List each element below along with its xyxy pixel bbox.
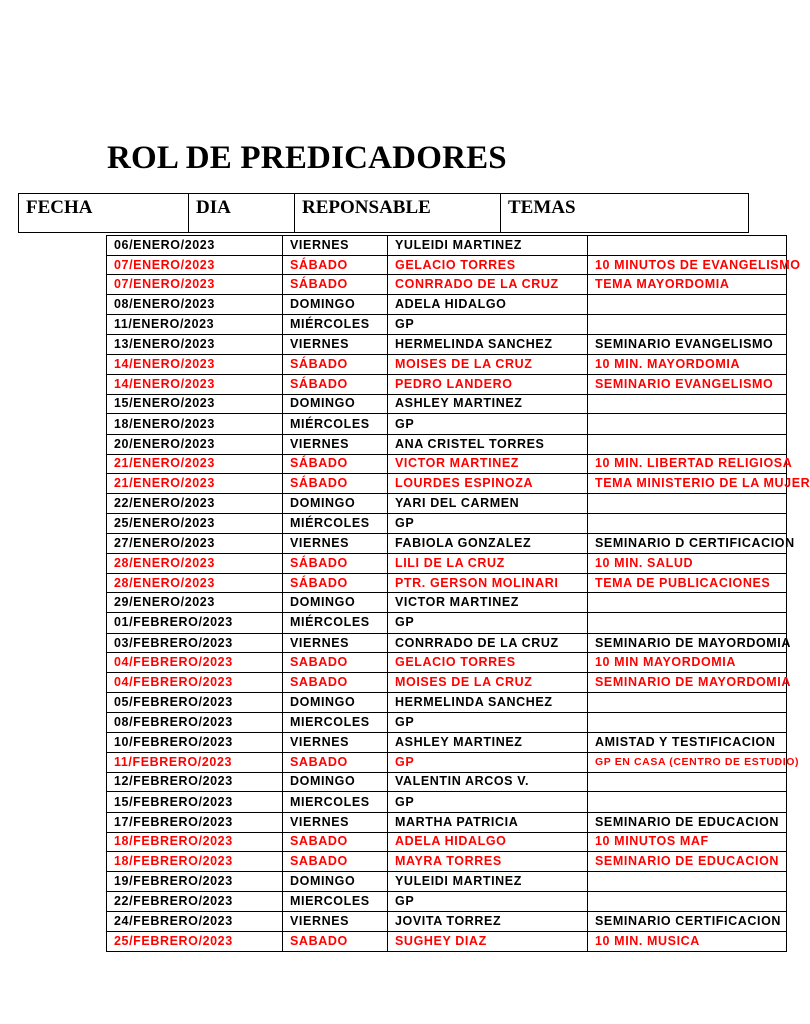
table-row [107, 852, 787, 872]
cell-dia: DOMINGO [283, 692, 388, 712]
cell-dia: MIERCOLES [283, 792, 388, 813]
cell-responsable: GP [388, 314, 588, 335]
header-row [19, 194, 749, 233]
table-row [107, 374, 787, 394]
table-row [107, 434, 787, 454]
cell-fecha: 18/ENERO/2023 [107, 414, 283, 435]
cell-fecha: 04/FEBRERO/2023 [107, 673, 283, 693]
cell-tema: 10 MINUTOS MAF [588, 832, 787, 852]
cell-dia: VIERNES [283, 534, 388, 554]
cell-fecha: 18/FEBRERO/2023 [107, 832, 283, 852]
cell-tema: 10 MIN. SALUD [588, 554, 787, 574]
table-row [107, 912, 787, 932]
cell-tema [588, 692, 787, 712]
cell-dia: DOMINGO [283, 593, 388, 613]
cell-responsable: ANA CRISTEL TORRES [388, 434, 588, 454]
cell-tema: 10 MIN. MAYORDOMIA [588, 355, 787, 375]
cell-dia: DOMINGO [283, 295, 388, 315]
cell-dia: VIERNES [283, 733, 388, 753]
cell-tema [588, 295, 787, 315]
cell-responsable: PTR. GERSON MOLINARI [388, 573, 588, 593]
cell-tema: 10 MIN. MUSICA [588, 932, 787, 952]
header-table [18, 193, 749, 233]
table-row [107, 573, 787, 593]
cell-responsable: GP [388, 613, 588, 634]
cell-fecha: 07/ENERO/2023 [107, 275, 283, 295]
cell-responsable: CONRRADO DE LA CRUZ [388, 633, 588, 653]
schedule-table [106, 235, 810, 952]
cell-tema [588, 613, 787, 634]
cell-responsable: ASHLEY MARTINEZ [388, 394, 588, 414]
cell-responsable: LILI DE LA CRUZ [388, 554, 588, 574]
cell-fecha: 11/ENERO/2023 [107, 314, 283, 335]
cell-fecha: 12/FEBRERO/2023 [107, 772, 283, 792]
table-row [107, 554, 787, 574]
cell-fecha: 17/FEBRERO/2023 [107, 812, 283, 832]
cell-responsable: CONRRADO DE LA CRUZ [388, 275, 588, 295]
cell-responsable: YULEIDI MARTINEZ [388, 872, 588, 892]
cell-responsable: HERMELINDA SANCHEZ [388, 335, 588, 355]
header-responsable: REPONSABLE [295, 194, 501, 233]
cell-tema [588, 792, 787, 813]
cell-responsable: VALENTIN ARCOS V. [388, 772, 588, 792]
table-row [107, 932, 787, 952]
cell-tema: SEMINARIO D CERTIFICACION [588, 534, 787, 554]
cell-responsable: GP [388, 792, 588, 813]
cell-dia: VIERNES [283, 633, 388, 653]
cell-dia: SÁBADO [283, 275, 388, 295]
table-row [107, 414, 787, 435]
table-row [107, 454, 787, 474]
cell-responsable: GP [388, 414, 588, 435]
cell-fecha: 22/ENERO/2023 [107, 493, 283, 513]
cell-dia: MIÉRCOLES [283, 414, 388, 435]
cell-fecha: 21/ENERO/2023 [107, 454, 283, 474]
cell-responsable: MOISES DE LA CRUZ [388, 673, 588, 693]
cell-responsable: MARTHA PATRICIA [388, 812, 588, 832]
cell-fecha: 19/FEBRERO/2023 [107, 872, 283, 892]
cell-tema [588, 891, 787, 912]
table-row [107, 275, 787, 295]
cell-fecha: 08/FEBRERO/2023 [107, 712, 283, 733]
cell-responsable: HERMELINDA SANCHEZ [388, 692, 588, 712]
cell-fecha: 15/ENERO/2023 [107, 394, 283, 414]
cell-tema: GP EN CASA (CENTRO DE ESTUDIO) [588, 752, 787, 772]
cell-dia: VIERNES [283, 335, 388, 355]
cell-fecha: 01/FEBRERO/2023 [107, 613, 283, 634]
cell-tema: SEMINARIO CERTIFICACION [588, 912, 787, 932]
cell-tema [588, 493, 787, 513]
cell-tema [588, 593, 787, 613]
cell-dia: SÁBADO [283, 474, 388, 494]
cell-fecha: 15/FEBRERO/2023 [107, 792, 283, 813]
table-row [107, 812, 787, 832]
cell-responsable: GP [388, 752, 588, 772]
cell-responsable: ADELA HIDALGO [388, 832, 588, 852]
cell-dia: SÁBADO [283, 355, 388, 375]
header-fecha: FECHA [19, 194, 189, 233]
table-row [107, 872, 787, 892]
cell-tema [588, 772, 787, 792]
table-row [107, 493, 787, 513]
cell-responsable: ADELA HIDALGO [388, 295, 588, 315]
cell-tema: SEMINARIO DE EDUCACION [588, 812, 787, 832]
cell-tema [588, 434, 787, 454]
cell-dia: SABADO [283, 832, 388, 852]
cell-fecha: 11/FEBRERO/2023 [107, 752, 283, 772]
schedule-body [107, 236, 810, 952]
cell-fecha: 21/ENERO/2023 [107, 474, 283, 494]
cell-tema: 10 MINUTOS DE EVANGELISMO [588, 255, 787, 275]
cell-dia: DOMINGO [283, 872, 388, 892]
cell-responsable: FABIOLA GONZALEZ [388, 534, 588, 554]
cell-responsable: YULEIDI MARTINEZ [388, 236, 588, 256]
cell-tema [588, 236, 787, 256]
cell-fecha: 22/FEBRERO/2023 [107, 891, 283, 912]
cell-tema [588, 872, 787, 892]
cell-tema: SEMINARIO DE MAYORDOMIA [588, 633, 787, 653]
table-row [107, 474, 787, 494]
header-temas: TEMAS [501, 194, 749, 233]
cell-dia: SABADO [283, 852, 388, 872]
table-row [107, 534, 787, 554]
cell-tema: TEMA MINISTERIO DE LA MUJER [588, 474, 787, 494]
cell-dia: SÁBADO [283, 573, 388, 593]
cell-tema: SEMINARIO DE EDUCACION [588, 852, 787, 872]
table-row [107, 653, 787, 673]
table-row [107, 633, 787, 653]
cell-tema [588, 314, 787, 335]
cell-tema: TEMA DE PUBLICACIONES [588, 573, 787, 593]
cell-dia: VIERNES [283, 236, 388, 256]
cell-responsable: MOISES DE LA CRUZ [388, 355, 588, 375]
cell-dia: MIÉRCOLES [283, 314, 388, 335]
cell-responsable: SUGHEY DIAZ [388, 932, 588, 952]
cell-responsable: GP [388, 712, 588, 733]
cell-tema: TEMA MAYORDOMIA [588, 275, 787, 295]
cell-fecha: 28/ENERO/2023 [107, 573, 283, 593]
cell-fecha: 14/ENERO/2023 [107, 355, 283, 375]
table-row [107, 513, 787, 534]
cell-fecha: 06/ENERO/2023 [107, 236, 283, 256]
cell-responsable: GELACIO TORRES [388, 653, 588, 673]
cell-fecha: 29/ENERO/2023 [107, 593, 283, 613]
cell-dia: VIERNES [283, 912, 388, 932]
cell-fecha: 27/ENERO/2023 [107, 534, 283, 554]
cell-responsable: MAYRA TORRES [388, 852, 588, 872]
cell-responsable: VICTOR MARTINEZ [388, 593, 588, 613]
cell-tema: 10 MIN MAYORDOMIA [588, 653, 787, 673]
cell-tema [588, 712, 787, 733]
table-row [107, 772, 787, 792]
cell-dia: MIERCOLES [283, 712, 388, 733]
header-dia: DIA [189, 194, 295, 233]
table-row [107, 236, 787, 256]
cell-dia: SABADO [283, 673, 388, 693]
cell-fecha: 14/ENERO/2023 [107, 374, 283, 394]
document-title: ROL DE PREDICADORES [107, 140, 507, 176]
cell-fecha: 05/FEBRERO/2023 [107, 692, 283, 712]
cell-tema: SEMINARIO EVANGELISMO [588, 374, 787, 394]
table-row [107, 692, 787, 712]
cell-dia: DOMINGO [283, 493, 388, 513]
table-row [107, 832, 787, 852]
table-row [107, 255, 787, 275]
cell-dia: VIERNES [283, 812, 388, 832]
table-row [107, 673, 787, 693]
cell-responsable: LOURDES ESPINOZA [388, 474, 588, 494]
cell-tema: AMISTAD Y TESTIFICACION [588, 733, 787, 753]
cell-responsable: PEDRO LANDERO [388, 374, 588, 394]
cell-fecha: 04/FEBRERO/2023 [107, 653, 283, 673]
cell-dia: DOMINGO [283, 394, 388, 414]
cell-responsable: VICTOR MARTINEZ [388, 454, 588, 474]
table-row [107, 295, 787, 315]
table-row [107, 752, 787, 772]
cell-dia: SÁBADO [283, 554, 388, 574]
table-row [107, 314, 787, 335]
cell-dia: VIERNES [283, 434, 388, 454]
table-row [107, 792, 787, 813]
cell-dia: SABADO [283, 653, 388, 673]
cell-fecha: 24/FEBRERO/2023 [107, 912, 283, 932]
cell-responsable: ASHLEY MARTINEZ [388, 733, 588, 753]
cell-tema [588, 414, 787, 435]
cell-fecha: 10/FEBRERO/2023 [107, 733, 283, 753]
cell-dia: MIERCOLES [283, 891, 388, 912]
cell-responsable: JOVITA TORREZ [388, 912, 588, 932]
cell-dia: MIÉRCOLES [283, 513, 388, 534]
cell-fecha: 28/ENERO/2023 [107, 554, 283, 574]
cell-tema: SEMINARIO DE MAYORDOMIA [588, 673, 787, 693]
cell-dia: SABADO [283, 932, 388, 952]
table-row [107, 335, 787, 355]
table-row [107, 613, 787, 634]
cell-dia: MIÉRCOLES [283, 613, 388, 634]
cell-fecha: 20/ENERO/2023 [107, 434, 283, 454]
cell-fecha: 18/FEBRERO/2023 [107, 852, 283, 872]
cell-tema: 10 MIN. LIBERTAD RELIGIOSA [588, 454, 787, 474]
cell-dia: DOMINGO [283, 772, 388, 792]
cell-responsable: YARI DEL CARMEN [388, 493, 588, 513]
cell-responsable: GELACIO TORRES [388, 255, 588, 275]
cell-tema: SEMINARIO EVANGELISMO [588, 335, 787, 355]
cell-fecha: 08/ENERO/2023 [107, 295, 283, 315]
cell-dia: SÁBADO [283, 374, 388, 394]
cell-responsable: GP [388, 513, 588, 534]
cell-dia: SÁBADO [283, 454, 388, 474]
table-row [107, 733, 787, 753]
cell-fecha: 07/ENERO/2023 [107, 255, 283, 275]
table-row [107, 593, 787, 613]
cell-fecha: 03/FEBRERO/2023 [107, 633, 283, 653]
cell-dia: SABADO [283, 752, 388, 772]
cell-fecha: 25/FEBRERO/2023 [107, 932, 283, 952]
cell-fecha: 13/ENERO/2023 [107, 335, 283, 355]
cell-responsable: GP [388, 891, 588, 912]
table-row [107, 355, 787, 375]
table-row [107, 891, 787, 912]
table-row [107, 712, 787, 733]
cell-tema [588, 513, 787, 534]
cell-dia: SÁBADO [283, 255, 388, 275]
cell-fecha: 25/ENERO/2023 [107, 513, 283, 534]
table-row [107, 394, 787, 414]
cell-tema [588, 394, 787, 414]
